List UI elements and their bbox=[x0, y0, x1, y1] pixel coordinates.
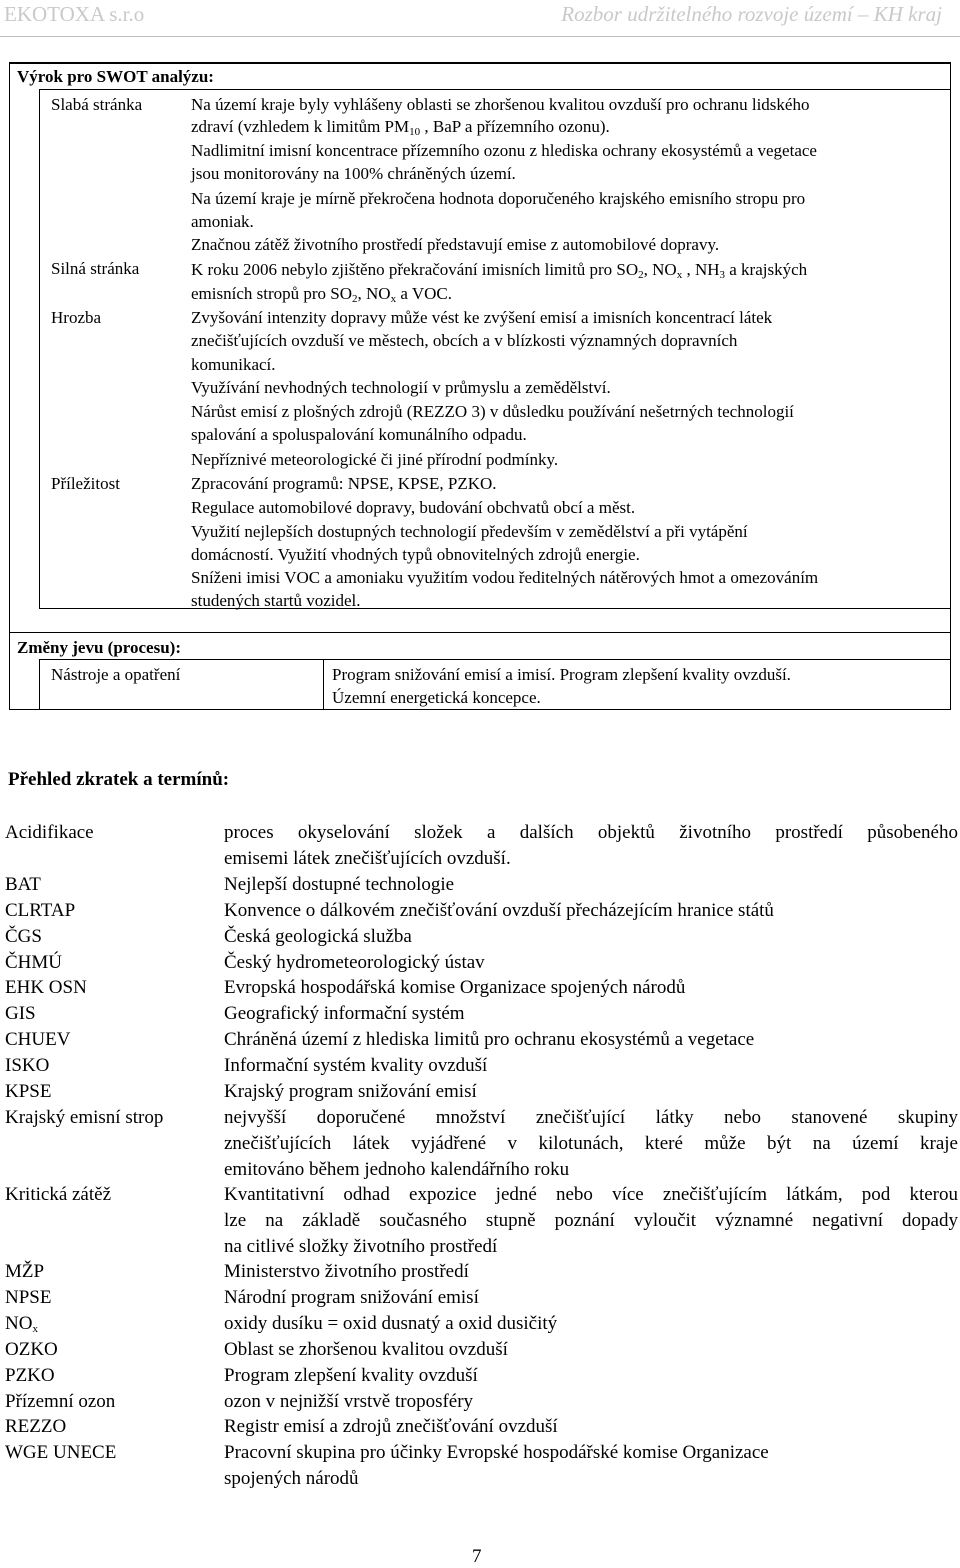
glossary-definition: ozon v nejnižší vrstvě troposféry bbox=[224, 1391, 474, 1412]
glossary-definition: Nejlepší dostupné technologie bbox=[224, 874, 455, 895]
threat-line: Nárůst emisí z plošných zdrojů (REZZO 3) v důsledku používání nešetrných technologií bbox=[191, 402, 794, 421]
threat-label: Hrozba bbox=[51, 308, 102, 327]
glossary-term: Přízemní ozon bbox=[5, 1391, 116, 1412]
opportunity-line: Zpracování programů: NPSE, KPSE, PZKO. bbox=[191, 474, 497, 493]
glossary-definition: Krajský program snižování emisí bbox=[224, 1081, 477, 1102]
opportunity-line: Regulace automobilové dopravy, budování obchvatů obcí a měst. bbox=[191, 498, 636, 517]
threat-line: komunikací. bbox=[191, 355, 276, 374]
threat-line: Využívání nevhodných technologií v průmyslu a zemědělství. bbox=[191, 378, 611, 397]
swot-left-border bbox=[39, 89, 40, 608]
glossary-definition: proces okyselování složek a dalších objektů životního prostředí působeného emisemi látek znečišťujících ovzduší. bbox=[224, 822, 958, 869]
strength-label: Silná stránka bbox=[51, 259, 140, 278]
glossary-term: EHK OSN bbox=[5, 977, 87, 998]
glossary-title: Přehled zkratek a termínů: bbox=[8, 769, 230, 790]
weakness-line: zdraví (vzhledem k limitům $PM_{10}$ , BaP a přízemního ozonu). bbox=[191, 117, 610, 138]
glossary-definition: oxidy dusíku = oxid dusnatý a oxid dusičitý bbox=[224, 1313, 558, 1334]
glossary-definition: Kvantitativní odhad expozice jedné nebo více znečišťujícím látkám, pod kterou lze na základě současného stupně poznání vyloučit významné negativní dopady na citlivé složky životního prostředí bbox=[224, 1184, 958, 1257]
glossary-term: NPSE bbox=[5, 1287, 52, 1308]
weakness-label: Slabá stránka bbox=[51, 95, 143, 114]
glossary-definition: Oblast se zhoršenou kvalitou ovzduší bbox=[224, 1339, 508, 1360]
swot-bottom-rule bbox=[39, 608, 950, 609]
weakness-line: Nadlimitní imisní koncentrace přízemního ozonu z hlediska ochrany ekosystémů a vegetace bbox=[191, 141, 817, 160]
opportunity-line: studených startů vozidel. bbox=[191, 591, 361, 610]
changes-line: Program snižování emisí a imisí. Program zlepšení kvality ovzduší. bbox=[332, 665, 791, 684]
glossary-term: CLRTAP bbox=[5, 900, 76, 921]
swot-top-rule bbox=[39, 89, 950, 90]
changes-line: Územní energetická koncepce. bbox=[332, 688, 541, 707]
weakness-line: Na území kraje byly vyhlášeny oblasti se zhoršenou kvalitou ovzduší pro ochranu lidského bbox=[191, 95, 810, 114]
glossary-definition: Chráněná území z hlediska limitů pro ochranu ekosystémů a vegetace bbox=[224, 1029, 755, 1050]
threat-line: Nepříznivé meteorologické či jiné přírodní podmínky. bbox=[191, 450, 559, 469]
changes-column-divider bbox=[323, 659, 324, 710]
opportunity-label: Příležitost bbox=[51, 474, 120, 493]
glossary-term: CHUEV bbox=[5, 1029, 71, 1050]
glossary-definition: Program zlepšení kvality ovzduší bbox=[224, 1365, 478, 1386]
weakness-line: amoniak. bbox=[191, 212, 254, 231]
glossary-definition: nejvyšší doporučené množství znečišťující látky nebo stanovené skupiny znečišťujících látek vyjádřené v kilotunách, které může být na území kraje emitováno během jednoho kalendářního roku bbox=[224, 1107, 958, 1180]
glossary-definition: Národní program snižování emisí bbox=[224, 1287, 479, 1308]
strength-line: emisních stropů pro $SO_2$, $NO_x$ a VOC. bbox=[191, 284, 452, 305]
threat-line: spalování a spoluspalování komunálního odpadu. bbox=[191, 425, 527, 444]
weakness-line: Značnou zátěž životního prostředí představují emise z automobilové dopravy. bbox=[191, 235, 720, 254]
changes-left-border bbox=[39, 659, 40, 710]
header-company: EKOTOXA s.r.o bbox=[4, 2, 145, 26]
changes-inner-rule bbox=[39, 659, 950, 660]
glossary-term: GIS bbox=[5, 1003, 36, 1024]
glossary-definition: Konvence o dálkovém znečišťování ovzduší přecházejícím hranice států bbox=[224, 900, 774, 921]
swot-title: Výrok pro SWOT analýzu: bbox=[17, 67, 214, 86]
glossary-term: WGE UNECE bbox=[5, 1442, 117, 1463]
changes-title: Změny jevu (procesu): bbox=[17, 638, 181, 657]
swot-table bbox=[9, 62, 951, 710]
glossary-definition: Geografický informační systém bbox=[224, 1003, 465, 1024]
weakness-line: Na území kraje je mírně překročena hodnota doporučeného krajského emisního stropu pro bbox=[191, 189, 806, 208]
page-header bbox=[0, 0, 960, 36]
glossary-term: OZKO bbox=[5, 1339, 58, 1360]
changes-top-rule bbox=[10, 632, 950, 633]
glossary-definition: Registr emisí a zdrojů znečišťování ovzduší bbox=[224, 1416, 558, 1437]
glossary-definition: Informační systém kvality ovzduší bbox=[224, 1055, 488, 1076]
header-rule bbox=[0, 36, 960, 37]
glossary-term: Acidifikace bbox=[5, 822, 94, 843]
glossary-term: ISKO bbox=[5, 1055, 50, 1076]
threat-line: Zvyšování intenzity dopravy může vést ke zvýšení emisí a imisních koncentrací látek bbox=[191, 308, 773, 327]
glossary-definition: Český hydrometeorologický ústav bbox=[224, 952, 485, 973]
header-document-title: Rozbor udržitelného rozvoje území – KH kraj bbox=[561, 2, 942, 26]
glossary-definition: Pracovní skupina pro účinky Evropské hospodářské komise Organizace spojených národů bbox=[224, 1442, 769, 1489]
glossary-definition: Ministerstvo životního prostředí bbox=[224, 1261, 469, 1282]
page-number: 7 bbox=[472, 1546, 482, 1567]
opportunity-line: domácností. Využití vhodných typů obnovitelných zdrojů energie. bbox=[191, 545, 640, 564]
glossary-term: Krajský emisní strop bbox=[5, 1107, 164, 1128]
glossary-term: BAT bbox=[5, 874, 41, 895]
glossary-term: $NO_x$ bbox=[5, 1313, 38, 1335]
strength-line: K roku 2006 nebylo zjištěno překračování imisních limitů pro $SO_2$, $NO_x$ , $NH_3$ a krajských bbox=[191, 260, 808, 281]
opportunity-line: Sníženi imisi VOC a amoniaku využitím vodou ředitelných nátěrových hmot a omezováním bbox=[191, 568, 819, 587]
glossary-definition: Česká geologická služba bbox=[224, 926, 412, 947]
glossary-term: REZZO bbox=[5, 1416, 67, 1437]
opportunity-line: Využití nejlepších dostupných technologií především v zemědělství a při vytápění bbox=[191, 522, 748, 541]
glossary-term: PZKO bbox=[5, 1365, 55, 1386]
glossary-term: KPSE bbox=[5, 1081, 52, 1102]
changes-label: Nástroje a opatření bbox=[51, 665, 181, 684]
glossary-definition: Evropská hospodářská komise Organizace spojených národů bbox=[224, 977, 686, 998]
weakness-line: jsou monitorovány na 100% chráněných území. bbox=[191, 164, 516, 183]
glossary-term: ČGS bbox=[5, 926, 42, 947]
glossary-term: MŽP bbox=[5, 1261, 45, 1282]
glossary-term: ČHMÚ bbox=[5, 952, 63, 973]
threat-line: znečišťujících ovzduší ve městech, obcích a v blízkosti významných dopravních bbox=[191, 331, 738, 350]
glossary-term: Kritická zátěž bbox=[5, 1184, 112, 1205]
